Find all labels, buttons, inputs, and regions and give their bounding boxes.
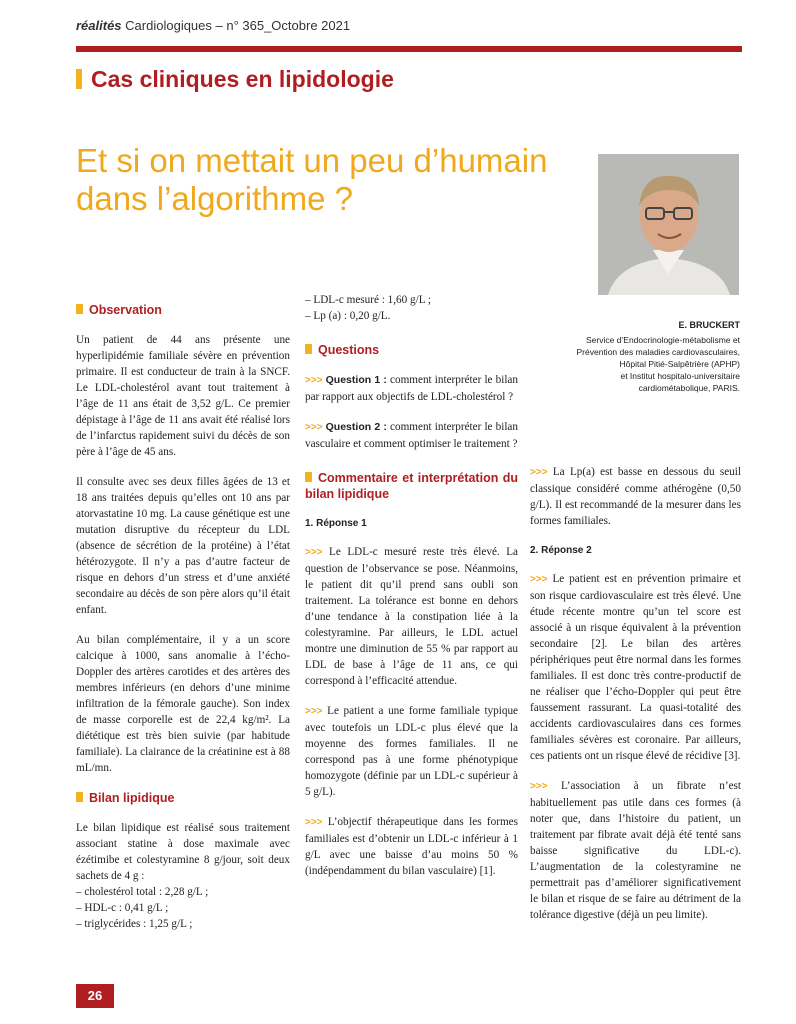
bilan-paragraph: Le bilan lipidique est réalisé sous traitement associant statine à dose maximale avec ézétimibe et colestyramine 8 g/jour, soit deux sachets de 4 g :: [76, 822, 290, 882]
arrow-marker: >>>: [530, 781, 548, 792]
reponse-paragraph: >>> Le patient a une forme familiale typique avec toutefois un LDL-c plus élevé que la moyenne des formes familiales. Il ne correspond pas à une forme phénotypique homozygote (définie par un LDL-c supérieur à 5 g/L).: [305, 705, 519, 798]
reponse-paragraph: >>> Le patient est en prévention primaire et son risque cardiovasculaire est très élevé. Une étude récente montre qu’un tel score est associé à un risque équivalent à la prévention secondaire [2]. Le bilan des artères périphériques peut être normal dans les formes familiales. Il est donc très contre-productif de ne réaliser que l’écho-Doppler qui peut être faussement rassurant. La quasi-totalité des accidents cardiovasculaires dans ces formes familiales sévères est coronaire. Par ailleurs, ces patients ont un risque élevé de récidive [3].: [530, 573, 741, 762]
arrow-marker: >>>: [305, 547, 323, 558]
header-rule: [76, 46, 742, 52]
commentaire-heading: Commentaire et interprétation du bilan lipidique: [305, 471, 518, 501]
observation-paragraph: Au bilan complémentaire, il y a un score calcique à 1000, sans anomalie à l’écho-Doppler des artères carotides et des artères des membres inférieurs (en dehors d’une minime infiltration de la fémorale gauche). Son index de masse corporelle est de 22,4 kg/m². La diététique est très bien suivie (par habitude familiale). La clairance de la créatinine est à 88 mL/mn.: [76, 634, 290, 774]
arrow-marker: >>>: [305, 706, 323, 717]
rubric-label: Cas cliniques en lipidologie: [91, 66, 394, 92]
rubric-marker: [76, 69, 82, 89]
reponse-paragraph: >>> Le LDL-c mesuré reste très élevé. La question de l’observance se pose. Néanmoins, le patient dit qu’il prend sans oubli son traitement. La tolérance est bonne en dehors d’une tendance à la constipation liée à la colestyramine. Par ailleurs, le LDL actuel montre une diminution de 55 % par rapport au LDL de base à l’âge de 11 ans, ce qui correspond à l’efficacité attendue.: [305, 546, 519, 687]
bilan-item: – HDL-c : 0,41 g/L ;: [76, 902, 169, 914]
column-3: [530, 464, 741, 937]
question-label: Question 1 :: [325, 374, 387, 386]
section-marker: [305, 472, 312, 482]
question-text: comment interpréter le bilan par rapport aux objectifs de LDL-cholestérol ?: [305, 374, 518, 403]
question-2: [305, 419, 518, 452]
arrow-marker: >>>: [530, 574, 548, 585]
column-2: [305, 292, 518, 893]
lpa-paragraph: >>> La Lp(a) est basse en dessous du seuil classique considéré comme athérogène (0,50 g/L). Il est recommandé de la mesurer dans les formes familiales.: [530, 466, 741, 527]
observation-paragraph: Il consulte avec ses deux filles âgées de 13 et 18 ans traitées depuis qu’elles ont 10 ans par atorvastatine 10 mg. La cause génétique est une mutation disruptive du récepteur du LDL (absence de sécrétion de la protéine) à l’état hétérozygote. Il n’y a pas d’autre facteur de risque en dehors d’un stress et d’une anxiété secondaire au décès de son père alors qu’il était enfant.: [76, 476, 290, 616]
author-affiliation-line: et Institut hospitalo-universitaire: [620, 371, 740, 381]
author-portrait: [598, 154, 739, 295]
arrow-marker: >>>: [530, 467, 548, 478]
bilan-item: – cholestérol total : 2,28 g/L ;: [76, 886, 209, 898]
reponse-1-heading: 1. Réponse 1: [305, 518, 367, 529]
author-affiliation-line: cardiométabolique, PARIS.: [638, 383, 740, 393]
reponse-2-heading: 2. Réponse 2: [530, 545, 592, 556]
section-marker: [76, 792, 83, 802]
portrait-image: [598, 154, 739, 295]
arrow-marker: >>>: [305, 375, 323, 386]
question-1: [305, 372, 518, 405]
page-number: 26: [76, 984, 114, 1008]
reponse-paragraph: >>> L’association à un fibrate n’est habituellement pas utile dans ces formes (à noter que, dans l’histoire du patient, un traitement par fibrate avait déjà été tenté sans baisse significative du LDL-c). L’augmentation de la colestyramine ne permettrait pas d’améliorer significativement le bilan et risque de se faire au détriment de la tolérance digestive (déjà un peu limite).: [530, 780, 742, 921]
arrow-marker: >>>: [305, 422, 323, 433]
questions-heading: Questions: [305, 342, 518, 358]
observation-heading: Observation: [76, 302, 290, 318]
article-title: Et si on mettait un peu d’humain dans l’algorithme ?: [76, 142, 548, 217]
running-header: [76, 18, 350, 33]
bilan-item: – LDL-c mesuré : 1,60 g/L ;: [305, 294, 432, 306]
bilan-heading: Bilan lipidique: [76, 790, 290, 806]
author-affiliation-line: Hôpital Pitié-Salpêtrière (APHP): [619, 359, 740, 369]
bilan-item: – Lp (a) : 0,20 g/L.: [305, 310, 391, 322]
question-label: Question 2 :: [325, 421, 387, 433]
reponse-paragraph: >>> L’objectif thérapeutique dans les formes familiales est d’obtenir un LDL-c inférieur à 1 g/L avec une baisse d’au moins 50 % (indépendamment du bilan vasculaire) [1].: [305, 816, 518, 877]
section-marker: [305, 344, 312, 354]
question-text: comment interpréter le bilan vasculaire et comment optimiser le traitement ?: [305, 421, 518, 450]
journal-issue: Cardiologiques – n° 365_Octobre 2021: [125, 18, 351, 33]
section-marker: [76, 304, 83, 314]
arrow-marker: >>>: [305, 817, 323, 828]
bilan-item: – triglycérides : 1,25 g/L ;: [76, 918, 193, 930]
rubric-title: [76, 66, 394, 93]
author-affiliation-line: Prévention des maladies cardiovasculaires,: [576, 347, 740, 357]
column-1: [76, 292, 290, 932]
brand-name: réalités: [76, 18, 122, 33]
author-block: [540, 319, 740, 394]
author-name: E. BRUCKERT: [678, 320, 740, 330]
author-affiliation-line: Service d’Endocrinologie-métabolisme et: [585, 335, 740, 345]
observation-paragraph: Un patient de 44 ans présente une hyperlipidémie familiale sévère en prévention primaire. Il est conducteur de train à la SNCF. Le LDL-cholestérol avant tout traitement à l’âge de 11 ans était de 3,52 g/L. Ce premier dépistage à l’âge de 11 ans avait été réalisé lors de l’infarctus rapidement suivi du décès de son père à l’âge de 45 ans.: [76, 334, 290, 458]
